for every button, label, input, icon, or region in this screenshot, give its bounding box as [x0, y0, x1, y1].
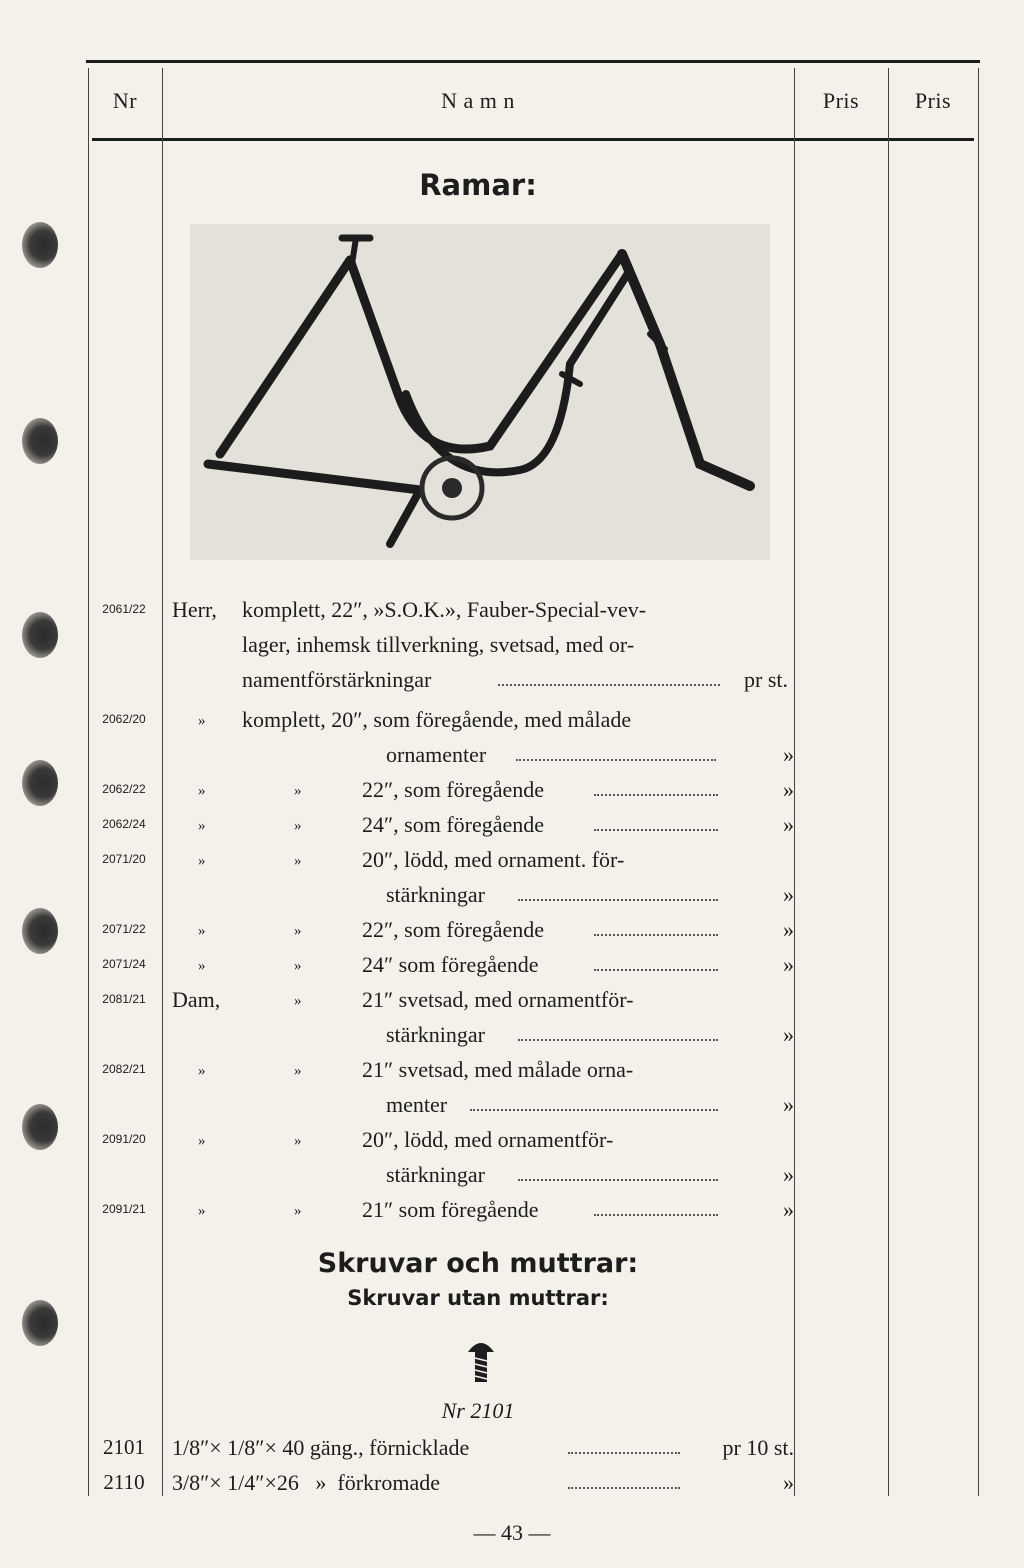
price-unit: »: [783, 1092, 794, 1117]
header-nr: Nr: [112, 88, 138, 113]
table-row: [86, 982, 980, 1052]
dot-leader: [594, 1214, 718, 1216]
article-number: 2061/22: [102, 602, 146, 616]
bicycle-frame-photo: [190, 224, 770, 560]
table-row: [86, 1052, 980, 1122]
ditto-mark: »: [294, 818, 302, 834]
table-row: [86, 912, 980, 947]
price-unit: »: [783, 1197, 794, 1222]
price-unit: »: [783, 742, 794, 767]
row-description-line: 21″ svetsad, med ornamentför-: [362, 987, 634, 1012]
row-description-line: 20″, lödd, med ornament. för-: [362, 847, 625, 872]
table-row: [86, 1430, 980, 1465]
header-bottom-rule: [92, 138, 974, 141]
row-description-line: 22″, som föregående: [362, 917, 545, 942]
ditto-mark: »: [294, 958, 302, 974]
binder-hole: [22, 418, 58, 464]
ditto-mark: »: [294, 923, 302, 939]
row-description-line: lager, inhemsk tillverkning, svetsad, med or-: [242, 632, 635, 657]
dot-leader: [594, 934, 718, 936]
price-unit: pr st.: [744, 667, 788, 692]
table-row: [86, 842, 980, 912]
price-unit: »: [783, 882, 794, 907]
price-unit: pr 10 st.: [722, 1435, 794, 1460]
table-top-rule: [86, 60, 980, 63]
row-description-line: 20″, lödd, med ornamentför-: [362, 1127, 614, 1152]
row-description-line: ornamenter: [386, 742, 487, 767]
section-subtitle: Skruvar utan muttrar:: [347, 1286, 609, 1310]
ditto-mark: »: [198, 818, 206, 834]
header-pris-1: Pris: [822, 88, 860, 113]
section-title-ramar: Ramar:: [419, 168, 537, 202]
table-row: [86, 1465, 980, 1500]
header-namn: N a m n: [441, 88, 515, 113]
row-description-line: stärkningar: [386, 882, 485, 907]
ditto-mark: »: [294, 1133, 302, 1149]
row-description-line: 22″, som föregående: [362, 777, 545, 802]
table-row: [86, 592, 980, 697]
price-unit: »: [783, 777, 794, 802]
price-unit: »: [783, 917, 794, 942]
article-number: 2071/20: [102, 852, 146, 866]
ditto-mark: »: [198, 713, 206, 729]
ditto-mark: »: [294, 993, 302, 1009]
article-number: 2110: [103, 1470, 145, 1494]
article-number: 2091/21: [102, 1202, 146, 1216]
row-description-line: 24″ som föregående: [362, 952, 539, 977]
dot-leader: [568, 1452, 680, 1454]
ditto-mark: »: [294, 783, 302, 799]
row-description-line: menter: [386, 1092, 448, 1117]
ditto-mark: »: [294, 1203, 302, 1219]
row-description-line: 21″ som föregående: [362, 1197, 539, 1222]
ditto-mark: »: [294, 853, 302, 869]
table-row: [86, 1192, 980, 1227]
dot-leader: [518, 1039, 718, 1041]
dot-leader: [516, 759, 716, 761]
page-number: — 43 —: [473, 1520, 551, 1545]
article-number: 2071/24: [102, 957, 146, 971]
binder-hole: [22, 1104, 58, 1150]
price-unit: »: [783, 952, 794, 977]
ditto-mark: »: [198, 1203, 206, 1219]
row-prefix: Herr,: [172, 597, 217, 622]
price-unit: »: [783, 1022, 794, 1047]
table-row: [86, 772, 980, 807]
screw-icon: [466, 1336, 496, 1386]
dot-leader: [498, 684, 720, 686]
row-description-line: 3/8″× 1/4″×26 » förkromade: [172, 1470, 440, 1495]
ditto-mark: »: [198, 783, 206, 799]
article-number: 2081/21: [102, 992, 146, 1006]
row-description-line: komplett, 20″, som föregående, med målade: [242, 707, 632, 732]
article-number: 2091/20: [102, 1132, 146, 1146]
ditto-mark: »: [198, 853, 206, 869]
table-row: [86, 807, 980, 842]
price-unit: »: [783, 1470, 794, 1495]
article-number: 2062/24: [102, 817, 146, 831]
dot-leader: [594, 969, 718, 971]
row-description-line: stärkningar: [386, 1162, 485, 1187]
ditto-mark: »: [198, 1133, 206, 1149]
ditto-mark: »: [198, 1063, 206, 1079]
row-description-line: stärkningar: [386, 1022, 485, 1047]
ditto-mark: »: [198, 923, 206, 939]
section-title-skruvar: Skruvar och muttrar:: [317, 1248, 639, 1279]
figure-caption: Nr 2101: [441, 1398, 515, 1423]
ditto-mark: »: [294, 1063, 302, 1079]
article-number: 2062/20: [102, 712, 146, 726]
article-number: 2071/22: [102, 922, 146, 936]
article-number: 2082/21: [102, 1062, 146, 1076]
dot-leader: [470, 1109, 718, 1111]
dot-leader: [518, 1179, 718, 1181]
binder-hole: [22, 222, 58, 268]
binder-hole: [22, 1300, 58, 1346]
dot-leader: [518, 899, 718, 901]
row-description-line: 21″ svetsad, med målade orna-: [362, 1057, 634, 1082]
row-description-line: 24″, som föregående: [362, 812, 545, 837]
row-description-line: namentförstärkningar: [242, 667, 432, 692]
article-number: 2101: [103, 1435, 145, 1459]
price-unit: »: [783, 812, 794, 837]
price-unit: »: [783, 1162, 794, 1187]
row-description-line: komplett, 22″, »S.O.K.», Fauber-Special-vev-: [242, 597, 647, 622]
row-description-line: 1/8″× 1/8″× 40 gäng., förnicklade: [172, 1435, 470, 1460]
table-row: [86, 702, 980, 772]
binder-hole: [22, 612, 58, 658]
header-pris-2: Pris: [914, 88, 952, 113]
dot-leader: [594, 794, 718, 796]
binder-hole: [22, 908, 58, 954]
row-prefix: Dam,: [172, 987, 221, 1012]
ditto-mark: »: [198, 958, 206, 974]
article-number: 2062/22: [102, 782, 146, 796]
table-row: [86, 947, 980, 982]
dot-leader: [594, 829, 718, 831]
binder-hole: [22, 760, 58, 806]
dot-leader: [568, 1487, 680, 1489]
table-row: [86, 1122, 980, 1192]
